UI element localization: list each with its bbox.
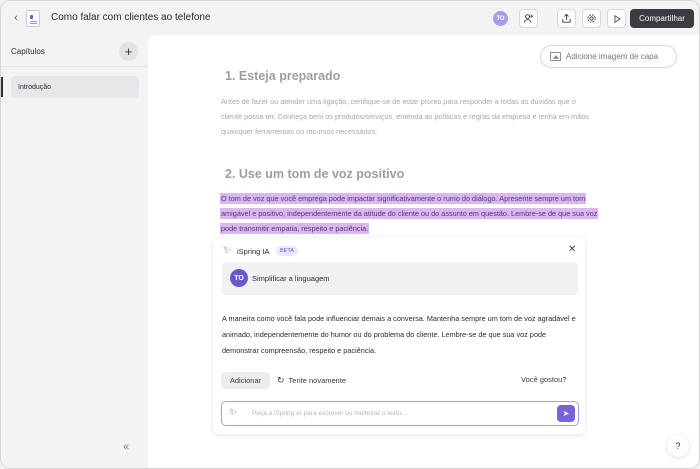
chapters-title: Capítulos [11,47,45,56]
editor-canvas [148,35,700,469]
export-button[interactable] [557,9,576,28]
retry-button[interactable] [277,375,346,386]
back-button[interactable] [9,11,23,25]
ai-prompt-input[interactable] [252,406,552,421]
send-button[interactable] [557,405,575,422]
refresh-icon: ↻ [277,375,285,385]
add-user-button[interactable] [519,9,538,28]
document-icon [26,10,40,27]
selected-text: O tom de voz que você emprega pode impactar significativamente o rumo do diálogo. Apresente sempre um tom amigável e positivo, independentemente da atitude do cliente ou do assunto em questão. Lembre-se de que sua voz pode transmitir empatia, respeito e paciência. [221,194,598,233]
preview-button[interactable] [607,9,626,28]
section-body-1[interactable]: Antes de fazer ou atender uma ligação, certifique-se de estar pronto para responder a todas as dúvidas que o cliente possa ter. Conheça bem os produtos/serviços, entenda as políticas e regras da empresa e tenha em mãos quaisquer ferramentas ou recursos necessários. [221,97,589,136]
collapse-sidebar-button[interactable] [123,441,129,453]
user-avatar[interactable]: TO [493,11,508,26]
feedback-link[interactable]: Você gostou? [521,375,567,384]
sidebar-item-introducao[interactable] [11,76,139,98]
ai-result-text: A maneira como você fala pode influenciar demais a conversa. Mantenha sempre um tom de voz agradável e animado, independentemente do humor ou do problema do cliente. Lembre-se de que sua voz pode demonstrar compreensão, respeito e paciência. [222,314,576,355]
top-bar [1,1,700,35]
add-chapter-button[interactable] [119,42,138,61]
chevron-left-icon: ‹ [14,12,18,24]
add-result-button[interactable]: Adicionar [221,372,270,389]
sidebar [1,35,148,469]
close-ai-panel-button[interactable] [568,244,576,255]
send-icon: ➤ [562,409,570,418]
beta-badge: BETA [276,246,298,256]
sidebar-item-label: Introdução [18,83,52,91]
section-heading-1[interactable]: 1. Esteja preparado [225,69,341,83]
settings-button[interactable] [582,9,601,28]
add-cover-image-label: Adicione imagem de capa [566,52,659,61]
image-icon [550,52,561,61]
gear-icon [586,13,597,24]
ai-assistant-name: iSpring IA [237,247,270,256]
share-button[interactable]: Compartilhar [630,9,694,28]
retry-label: Tente novamente [288,376,347,385]
sparkle-icon: ✨︎ [223,245,232,256]
double-chevron-left-icon: « [123,441,130,453]
help-button[interactable]: ? [667,435,689,457]
add-cover-image-button[interactable] [540,45,677,68]
ai-assistant-panel [213,238,585,434]
plus-icon: + [124,44,133,59]
sidebar-divider [1,66,148,67]
sparkle-icon: ✨︎ [229,407,238,418]
section-body-2-selected[interactable] [220,191,598,236]
selected-chapter-marker [1,77,3,97]
prompt-text: Simplificar a linguagem [252,274,330,283]
export-icon [561,13,572,24]
user-prompt [222,262,578,295]
section-heading-2[interactable]: 2. Use um tom de voz positivo [225,167,405,181]
prompt-avatar: TO [230,269,248,287]
document-title[interactable]: Como falar com clientes ao telefone [51,12,211,23]
ai-prompt-box [221,401,579,426]
add-user-icon [523,13,534,24]
close-icon: ✕ [568,244,577,255]
play-icon [612,14,622,24]
